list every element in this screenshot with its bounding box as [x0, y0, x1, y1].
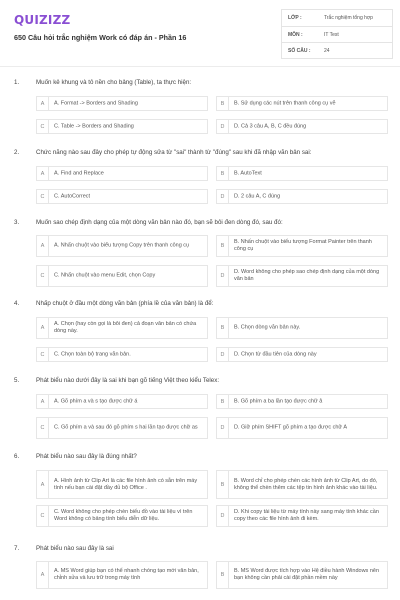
option-a[interactable] — [36, 96, 208, 111]
question-number: 7. — [14, 545, 20, 552]
option-text: C. Word không cho phép chèn biểu đồ vào tài liệu vì trên Word không có bảng tính biểu diễn dữ liệu. — [54, 509, 193, 522]
question-number: 3. — [14, 219, 20, 226]
option-text: C. Gõ phím a và sau đó gõ phím s hai lần tạo được chữ as — [54, 424, 198, 431]
option-letter: B — [220, 170, 225, 177]
option-b[interactable] — [216, 96, 388, 111]
option-c[interactable] — [36, 347, 208, 362]
option-text: C. Table -> Borders and Shading — [54, 123, 134, 129]
option-d[interactable] — [216, 119, 388, 134]
option-letter: D — [220, 513, 225, 519]
option-d[interactable] — [216, 417, 388, 439]
option-letter: B — [220, 325, 225, 331]
option-letter: B — [220, 572, 225, 578]
option-text: D. Giữ phím SHIFT gõ phím a tạo được chữ A — [234, 424, 347, 431]
option-letter: A — [40, 481, 45, 488]
meta-row-count — [282, 42, 392, 59]
option-text: A. Chọn (hay còn gọi là bôi đen) cả đoạn văn bản có chứa dòng này. — [54, 321, 197, 334]
question-number: 2. — [14, 149, 20, 156]
option-text: A. Format -> Borders and Shading — [54, 100, 138, 106]
option-letter: C — [40, 425, 45, 431]
question-number: 6. — [14, 453, 20, 460]
option-text: C. Chọn toàn bộ trang văn bản. — [54, 351, 131, 357]
option-text: D. Khi copy tài liệu từ máy tính này sang máy tính khác cần copy theo các file hình ảnh đi kèm. — [234, 509, 379, 522]
meta-row-class — [282, 10, 392, 26]
option-text: B. Chọn dòng văn bản này. — [234, 324, 301, 331]
option-letter: B — [220, 100, 225, 107]
meta-value: 24 — [324, 48, 330, 54]
option-letter: C — [40, 273, 45, 279]
option-letter: A — [40, 100, 45, 107]
option-text: A. Hình ảnh từ Clip Art là các file hình ảnh có sẵn trên máy tính nếu bạn cài đặt đầy đủ bộ Office . — [54, 477, 198, 491]
option-text: A. Gõ phím a và s tạo được chữ á — [54, 398, 138, 404]
meta-label: LỚP : — [288, 15, 302, 21]
option-a[interactable] — [36, 561, 208, 589]
question-number: 5. — [14, 377, 20, 384]
question-text: Phát biểu nào sau đây là đúng nhất? — [36, 453, 137, 460]
meta-info-box — [281, 9, 393, 59]
option-text: B. Sử dụng các nút trên thanh công cụ vẽ — [234, 100, 336, 106]
option-letter: A — [40, 572, 45, 578]
question-text: Nhấp chuột ở đầu một dòng văn bản (phía lề của văn bản) là để: — [36, 300, 214, 307]
option-text: A. Nhấn chuột vào biểu tượng Copy trên thanh công cụ — [54, 242, 190, 249]
option-c[interactable] — [36, 417, 208, 439]
question-number: 1. — [14, 79, 20, 86]
option-a[interactable] — [36, 235, 208, 257]
option-a[interactable] — [36, 394, 208, 409]
question-text: Phát biểu nào sau đây là sai — [36, 545, 114, 552]
question-number: 4. — [14, 300, 20, 307]
meta-label: MÔN : — [288, 32, 303, 38]
option-letter: C — [40, 513, 45, 519]
option-a[interactable] — [36, 470, 208, 499]
option-text: B. Word chỉ cho phép chèn các hình ảnh từ Clip Art, do đó, không thể chèn thêm các tệp tin hình ảnh khác vào tài liệu. — [234, 477, 378, 491]
worksheet-header — [0, 0, 400, 60]
option-b[interactable] — [216, 235, 388, 257]
option-text: B. AutoText — [234, 170, 262, 176]
meta-row-subject — [282, 26, 392, 43]
option-c[interactable] — [36, 189, 208, 204]
header-divider — [0, 66, 400, 67]
option-text: B. MS Word được tích hợp vào Hệ điều hành Windows nên bạn không cần phải cài đặt phần mềm này — [234, 568, 380, 581]
option-b[interactable] — [216, 394, 388, 409]
option-text: C. AutoCorrect — [54, 193, 91, 199]
option-text: C. Nhấn chuột vào menu Edit, chọn Copy — [54, 272, 156, 279]
option-d[interactable] — [216, 347, 388, 362]
option-d[interactable] — [216, 505, 388, 527]
option-text: B. Gõ phím a ba lần tạo được chữ â — [234, 398, 323, 404]
option-a[interactable] — [36, 166, 208, 181]
question-text: Chức năng nào sau đây cho phép tự động sửa từ "sai" thành từ "đúng" sau khi đã nhập văn bản sai: — [36, 149, 312, 156]
meta-value: Trắc nghiệm tổng hợp — [324, 15, 373, 21]
option-letter: D — [220, 351, 225, 358]
option-b[interactable] — [216, 317, 388, 339]
option-d[interactable] — [216, 265, 388, 287]
option-letter: C — [40, 351, 45, 358]
option-letter: B — [220, 398, 225, 405]
option-c[interactable] — [36, 119, 208, 134]
option-letter: A — [40, 398, 45, 405]
option-text: D. Word không cho phép sao chép định dạng của một dòng văn bản — [234, 269, 380, 282]
option-letter: C — [40, 193, 45, 200]
option-letter: B — [220, 243, 225, 249]
question-text: Muốn kẻ khung và tô nền cho bảng (Table), ta thực hiện: — [36, 79, 192, 86]
page-title: 650 Câu hỏi trắc nghiệm Work có đáp án - Phần 16 — [14, 33, 187, 42]
option-letter: A — [40, 243, 45, 249]
option-text: A. MS Word giúp bạn có thể nhanh chóng tạo mới văn bản, chỉnh sửa và lưu trữ trong máy tính — [54, 568, 199, 581]
option-text: D. Chọn từ đầu tiên của dòng này — [234, 351, 317, 357]
option-b[interactable] — [216, 166, 388, 181]
option-c[interactable] — [36, 505, 208, 527]
option-letter: B — [220, 481, 225, 488]
option-text: A. Find and Replace — [54, 170, 104, 176]
option-text: D. 2 câu A, C đúng — [234, 193, 281, 199]
option-letter: A — [40, 325, 45, 331]
option-letter: D — [220, 273, 225, 279]
meta-value: IT Test — [324, 32, 339, 38]
option-b[interactable] — [216, 561, 388, 589]
option-letter: C — [40, 123, 45, 130]
option-d[interactable] — [216, 189, 388, 204]
option-letter: D — [220, 425, 225, 431]
option-c[interactable] — [36, 265, 208, 287]
question-text: Muốn sao chép định dạng của một dòng văn bản nào đó, bạn sẽ bôi đen dòng đó, sau đó: — [36, 219, 283, 226]
quizizz-logo: QUIZIZZ — [14, 13, 71, 27]
option-letter: D — [220, 123, 225, 130]
meta-label: SỐ CÂU : — [288, 48, 311, 54]
option-text: B. Nhấn chuột vào biểu tượng Format Painter trên thanh công cụ — [234, 239, 372, 252]
option-text: D. Cả 3 câu A, B, C đều đúng — [234, 123, 307, 129]
option-a[interactable] — [36, 317, 208, 339]
option-letter: A — [40, 170, 45, 177]
option-b[interactable] — [216, 470, 388, 499]
option-letter: D — [220, 193, 225, 200]
question-text: Phát biểu nào dưới đây là sai khi bạn gõ tiếng Việt theo kiểu Telex: — [36, 377, 220, 384]
